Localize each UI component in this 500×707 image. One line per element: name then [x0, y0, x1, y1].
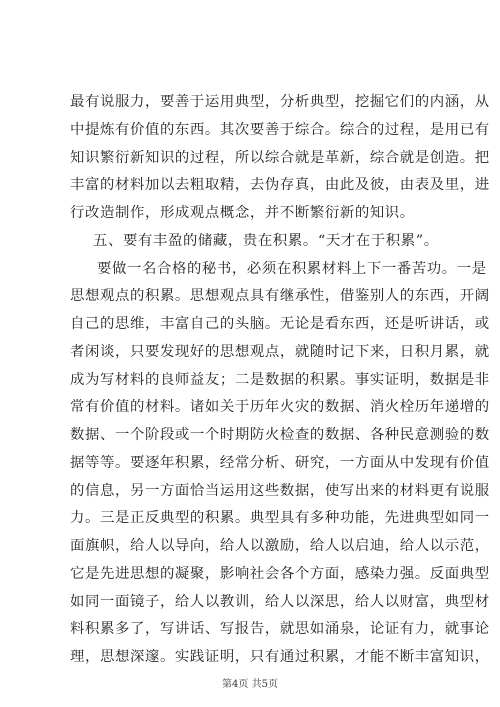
body-text-line: 成为写材料的良师益友；二是数据的积累。事实证明，数据是非 [70, 372, 490, 388]
body-text-line: 据等等。要逐年积累，经常分析、研究，一方面从中发现有价值 [70, 455, 490, 471]
body-text-line: 如同一面镜子，给人以教训，给人以深思，给人以财富，典型材 [70, 594, 490, 610]
body-text-line: 常有价值的材料。诸如关于历年火灾的数据、消火栓历年递增的 [70, 399, 490, 415]
body-text-line: 理，思想深邃。实践证明，只有通过积累，才能不断丰富知识， [70, 649, 490, 665]
body-text-line: 者闲谈，只要发现好的思想观点，就随时记下来，日积月累，就 [70, 344, 490, 360]
body-text-line: 面旗帜，给人以导向，给人以激励，给人以启迪，给人以示范， [70, 538, 490, 554]
paragraph-first-line: 要做一名合格的秘书，必须在积累材料上下一番苦功。一是 [97, 261, 487, 277]
body-text-line: 行改造制作，形成观点概念，并不断繁衍新的知识。 [70, 205, 415, 221]
body-text-line: 的信息，另一方面恰当运用这些数据，使写出来的材料更有说服 [70, 483, 490, 499]
body-text-line: 自己的思维，丰富自己的头脑。无论是看东西，还是听讲话，或 [70, 316, 490, 332]
body-text-line: 数据、一个阶段或一个时期防火检查的数据、各种民意测验的数 [70, 427, 490, 443]
section-heading: 五、要有丰盈的储藏，贵在积累。“天才在于积累”。 [93, 233, 439, 249]
body-text-line: 料积累多了，写讲话、写报告，就思如涌泉，论证有力，就事论 [70, 621, 490, 637]
body-text-line: 思想观点的积累。思想观点具有继承性，借鉴别人的东西，开阔 [70, 288, 490, 304]
body-text-line: 它是先进思想的凝聚，影响社会各个方面，感染力强。反面典型 [70, 566, 490, 582]
body-text-line: 丰富的材料加以去粗取精，去伪存真，由此及彼，由表及里，进 [70, 177, 490, 193]
page-number-footer: 第4页 共5页 [222, 679, 278, 690]
body-text-line: 中提炼有价值的东西。其次要善于综合。综合的过程，是用已有 [70, 122, 490, 138]
body-text-line: 力。三是正反典型的积累。典型具有多种功能，先进典型如同一 [70, 510, 490, 526]
body-text-line: 最有说服力，要善于运用典型，分析典型，挖掘它们的内涵，从 [70, 94, 490, 110]
body-text-line: 知识繁衍新知识的过程，所以综合就是革新，综合就是创造。把 [70, 150, 490, 166]
